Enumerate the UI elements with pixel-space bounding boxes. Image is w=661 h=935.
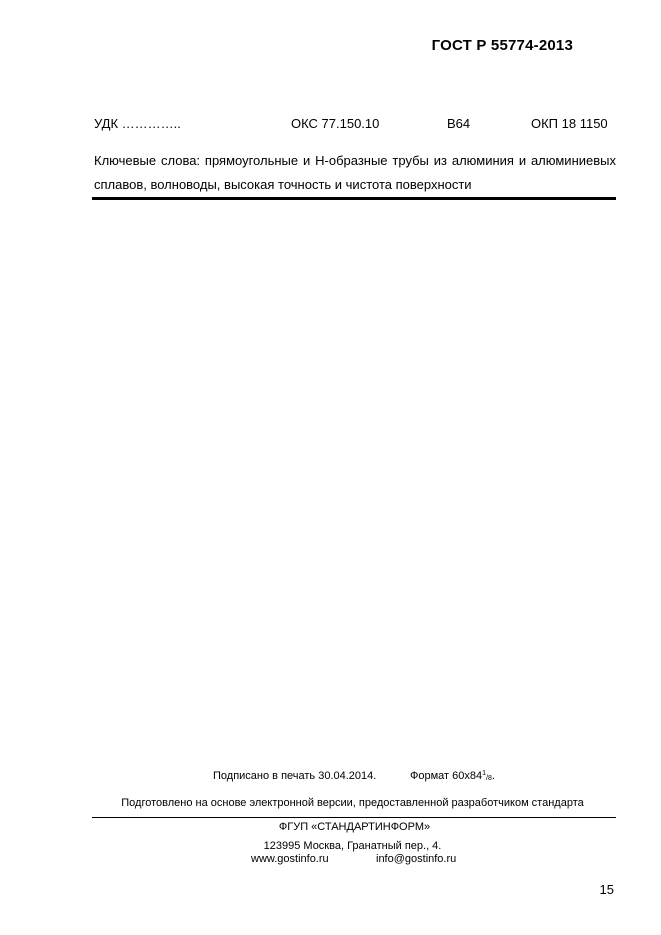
format-numerator: 1 bbox=[482, 770, 487, 777]
prepared-note: Подготовлено на основе электронной версии, предоставленной разработчиком стандарта bbox=[121, 797, 584, 809]
publisher-email: info@gostinfo.ru bbox=[376, 853, 457, 865]
oks-code: ОКС 77.150.10 bbox=[291, 116, 380, 131]
thin-divider bbox=[92, 817, 616, 818]
publisher-name: ФГУП «СТАНДАРТИНФОРМ» bbox=[278, 821, 431, 833]
publisher-address: 123995 Москва, Гранатный пер., 4. bbox=[263, 840, 442, 852]
document-code: ГОСТ Р 55774-2013 bbox=[431, 37, 573, 54]
thick-divider bbox=[92, 197, 616, 200]
group-code: В64 bbox=[447, 116, 471, 131]
udk-code: УДК ………….. bbox=[94, 116, 181, 131]
format-suffix: . bbox=[491, 770, 495, 782]
format-denominator: /8 bbox=[486, 775, 492, 782]
publisher-website: www.gostinfo.ru bbox=[251, 853, 329, 865]
page-number: 15 bbox=[599, 882, 614, 897]
format-prefix: Формат 60х84 bbox=[410, 770, 483, 782]
okp-code: ОКП 18 1150 bbox=[531, 116, 608, 131]
signed-to-print: Подписано в печать 30.04.2014. bbox=[213, 770, 377, 782]
keywords-paragraph: Ключевые слова: прямоугольные и Н-образные трубы из алюминия и алюминиевых сплавов, волноводы, высокая точность и чистота поверхности bbox=[94, 153, 616, 192]
paper-format bbox=[410, 770, 495, 782]
